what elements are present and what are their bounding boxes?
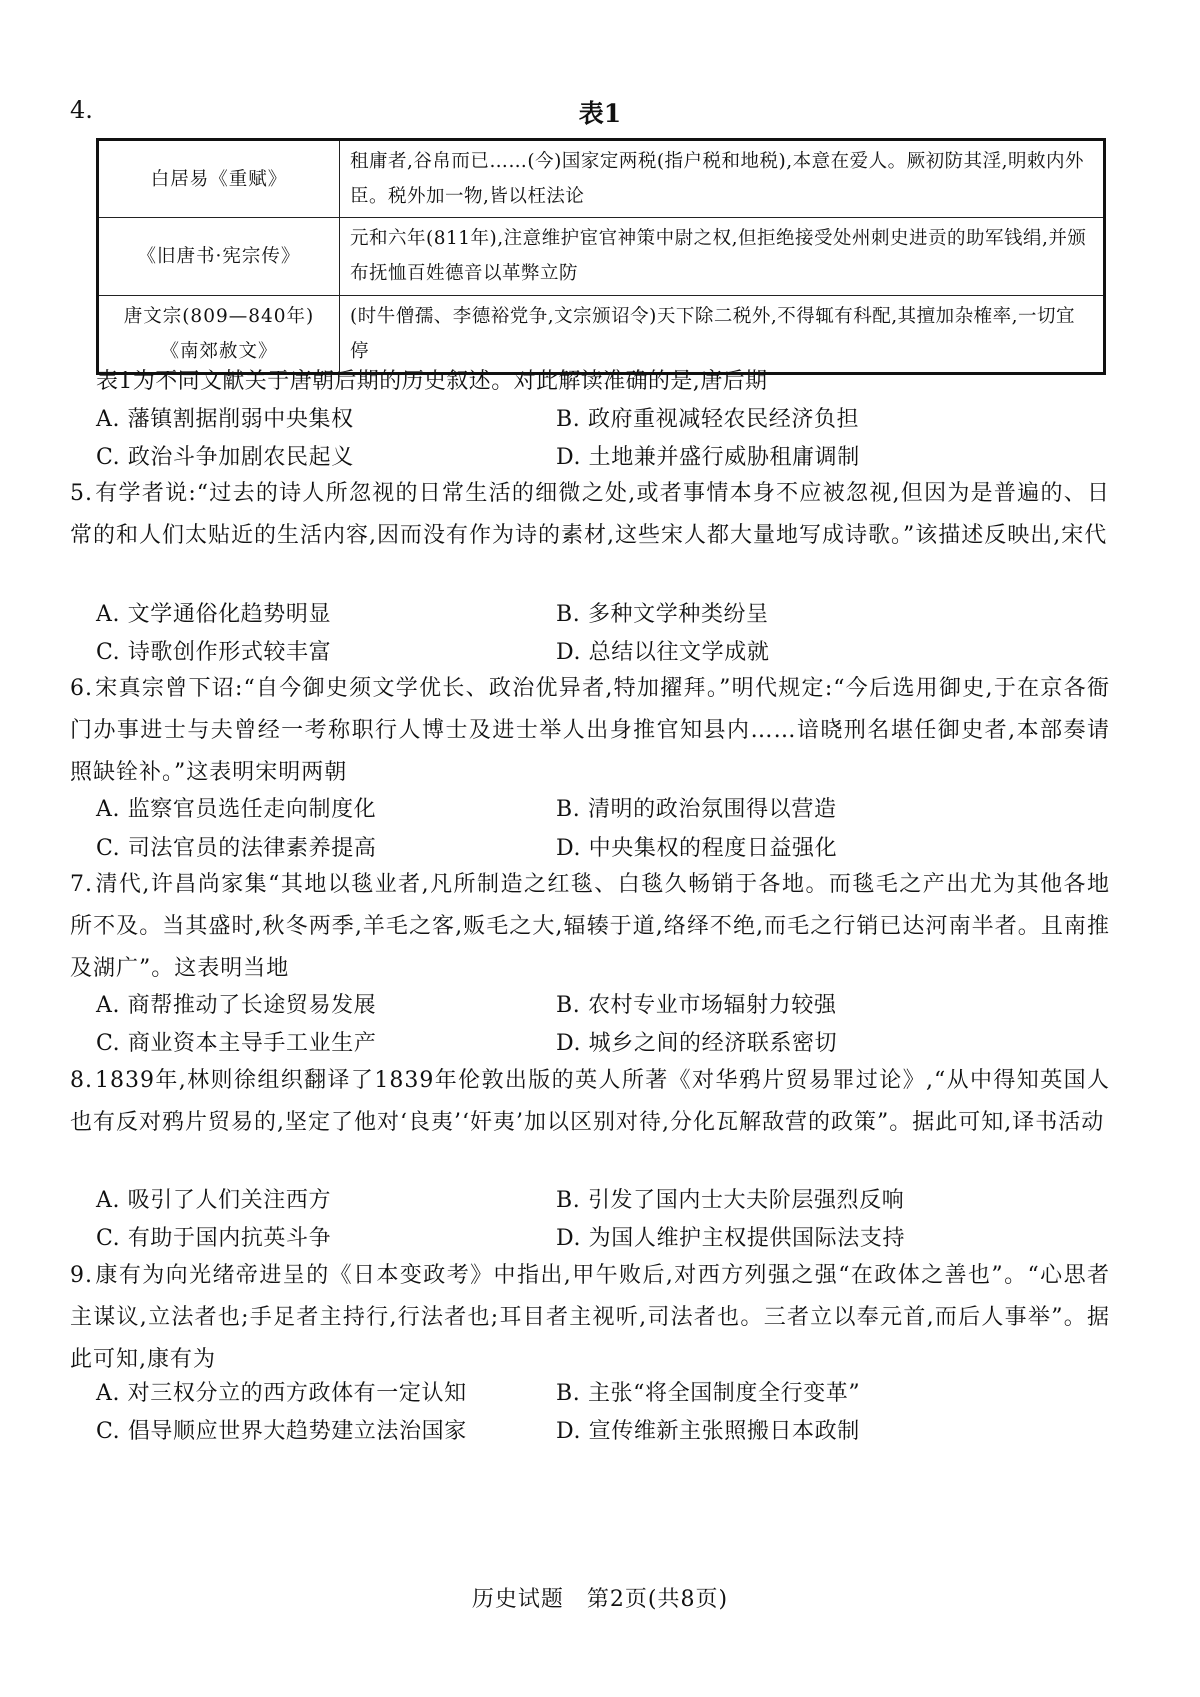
question-8-number: 8. [70,1068,93,1093]
question-7-option-c[interactable]: C. 商业资本主导手工业生产 [96,1031,377,1056]
question-8-text: 1839年,林则徐组织翻译了1839年伦敦出版的英人所著《对华鸦片贸易罪过论》,“从中得知英国人也有反对鸦片贸易的,坚定了他对‘良夷’‘奸夷’加以区别对待,分化瓦解敌营的政策”。据此可知,译书活动 [70,1068,1110,1135]
question-6-option-c[interactable]: C. 司法官员的法律素养提高 [96,836,377,861]
table-title: 表1 [578,99,622,128]
question-9-option-c[interactable]: C. 倡导顺应世界大趋势建立法治国家 [96,1419,467,1444]
question-7-stem [70,864,1110,990]
question-5-stem [70,473,1110,557]
table-source-cell [98,295,340,373]
source-table [96,138,1106,375]
question-4-stem: 表1为不同文献关于唐朝后期的历史叙述。对此解读准确的是,唐后期 [96,369,768,394]
table-row [98,295,1105,373]
question-5-number: 5. [70,481,93,506]
question-7-text: 清代,许昌尚家集“其地以毯业者,凡所制造之红毯、白毯久畅销于各地。而毯毛之产出尤为其他各地所不及。当其盛时,秋冬两季,羊毛之客,贩毛之大,辐辏于道,络绎不绝,而毛之行销已达河南半者。且南推及湖广”。这表明当地 [70,872,1110,981]
question-9-option-a[interactable]: A. 对三权分立的西方政体有一定认知 [96,1381,467,1406]
question-5-option-a[interactable]: A. 文学通俗化趋势明显 [96,602,332,627]
table-text-cell: 元和六年(811年),注意维护宦官神策中尉之权,但拒绝接受处州刺史进贡的助军钱绢,并颁布抚恤百姓德音以革弊立防 [340,218,1105,295]
question-7-option-d[interactable]: D. 城乡之间的经济联系密切 [556,1031,838,1056]
question-8-option-b[interactable]: B. 引发了国内士大夫阶层强烈反响 [556,1188,905,1213]
table-row [98,218,1105,295]
question-5-option-d[interactable]: D. 总结以往文学成就 [556,640,770,665]
question-4-option-a[interactable]: A. 藩镇割据削弱中央集权 [96,407,354,432]
table-row [98,140,1105,218]
question-8-stem [70,1060,1110,1144]
question-4-option-b[interactable]: B. 政府重视减轻农民经济负担 [556,407,860,432]
table-text-cell: (时牛僧孺、李德裕党争,文宗颁诏令)天下除二税外,不得辄有科配,其擅加杂榷率,一切宜停 [340,295,1105,373]
question-9-text: 康有为向光绪帝进呈的《日本变政考》中指出,甲午败后,对西方列强之强“在政体之善也”。“心思者主谋议,立法者也;手足者主持行,行法者也;耳目者主视听,司法者也。三者立以奉元首,而后人事举”。据此可知,康有为 [70,1263,1110,1372]
question-7-number: 7. [70,872,93,897]
question-6-text: 宋真宗曾下诏:“自今御史须文学优长、政治优异者,特加擢拜。”明代规定:“今后选用御史,于在京各衙门办事进士与夫曾经一考称职行人博士及进士举人出身推官知县内……谙晓刑名堪任御史者,本部奏请照缺铨补。”这表明宋明两朝 [70,676,1110,785]
question-4-option-d[interactable]: D. 土地兼并盛行威胁租庸调制 [556,445,860,470]
question-6-stem [70,668,1110,794]
question-4-number: 4. [70,96,93,124]
page-footer: 历史试题 第2页(共8页) [471,1587,729,1612]
question-5-text: 有学者说:“过去的诗人所忽视的日常生活的细微之处,或者事情本身不应被忽视,但因为是普遍的、日常的和人们太贴近的生活内容,因而没有作为诗的素材,这些宋人都大量地写成诗歌。”该描述反映出,宋代 [70,481,1110,548]
question-5-option-b[interactable]: B. 多种文学种类纷呈 [556,602,769,627]
question-7-option-a[interactable]: A. 商帮推动了长途贸易发展 [96,993,377,1018]
table-source-line: 唐文宗(809—840年) [123,305,315,327]
table-source-cell: 白居易《重赋》 [98,140,340,218]
question-9-stem [70,1255,1110,1381]
question-8-option-c[interactable]: C. 有助于国内抗英斗争 [96,1226,332,1251]
table-text-cell: 租庸者,谷帛而已……(今)国家定两税(指户税和地税),本意在爱人。厥初防其淫,明敕内外臣。税外加一物,皆以枉法论 [340,140,1105,218]
question-8-option-a[interactable]: A. 吸引了人们关注西方 [96,1188,332,1213]
question-9-option-d[interactable]: D. 宣传维新主张照搬日本政制 [556,1419,860,1444]
table-source-cell: 《旧唐书·宪宗传》 [98,218,340,295]
question-6-option-b[interactable]: B. 清明的政治氛围得以营造 [556,797,837,822]
table-source-line: 《南郊赦文》 [160,340,278,362]
question-8-option-d[interactable]: D. 为国人维护主权提供国际法支持 [556,1226,906,1251]
question-6-option-d[interactable]: D. 中央集权的程度日益强化 [556,836,838,861]
question-9-number: 9. [70,1263,93,1288]
question-6-option-a[interactable]: A. 监察官员选任走向制度化 [96,797,377,822]
question-9-option-b[interactable]: B. 主张“将全国制度全行变革” [556,1381,861,1406]
question-6-number: 6. [70,676,93,701]
question-4-option-c[interactable]: C. 政治斗争加剧农民起义 [96,445,354,470]
question-5-option-c[interactable]: C. 诗歌创作形式较丰富 [96,640,332,665]
question-7-option-b[interactable]: B. 农村专业市场辐射力较强 [556,993,837,1018]
